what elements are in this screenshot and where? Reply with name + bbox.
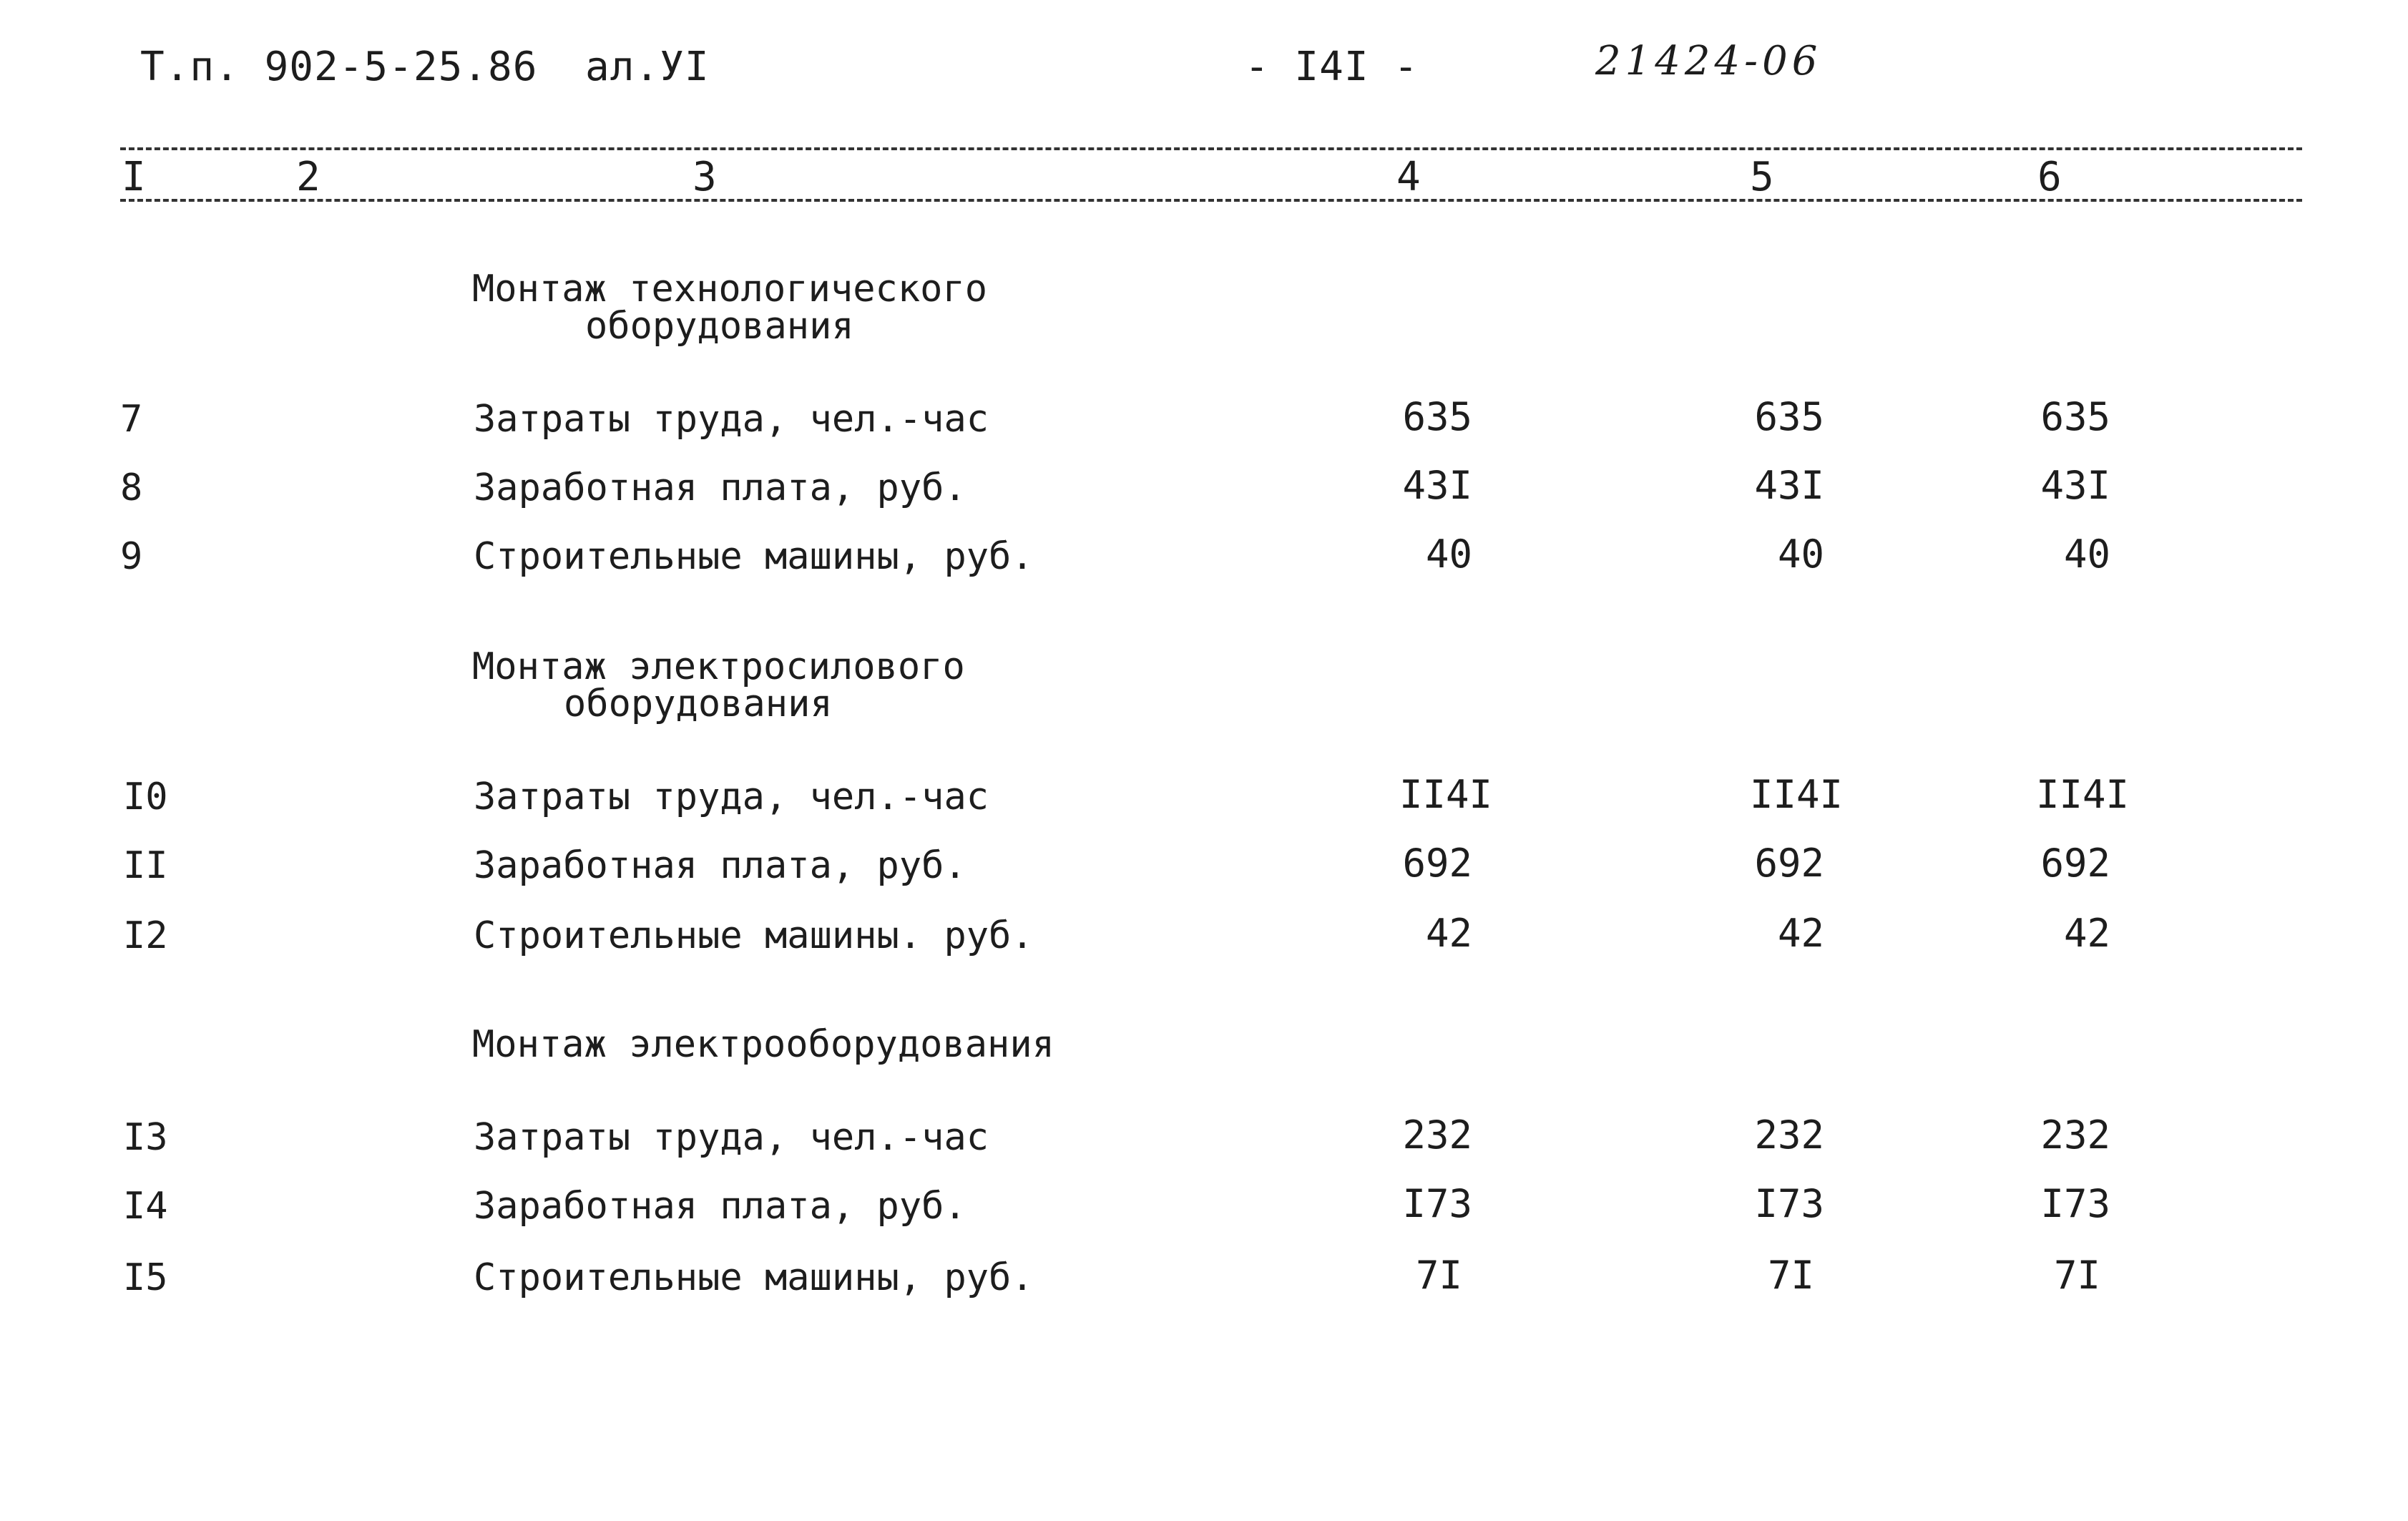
column-header-top-rule [120, 147, 2302, 150]
cell-value-col5: 7I [1767, 1253, 1814, 1298]
column-number-3: 3 [692, 154, 717, 200]
cell-value-col4: 40 [1425, 532, 1472, 577]
row-label: Строительные машины, руб. [474, 1256, 1034, 1299]
cell-value-col6: 692 [2040, 841, 2110, 886]
cell-value-col5: II4I [1749, 772, 1843, 817]
column-number-5: 5 [1750, 154, 1774, 200]
row-number: I4 [123, 1185, 168, 1228]
section-title: Монтаж электрооборудования [472, 1023, 1054, 1066]
row-label: Затраты труда, чел.-час [474, 398, 989, 441]
cell-value-col6: II4I [2035, 772, 2129, 817]
row-label: Заработная плата, руб. [474, 466, 966, 509]
cell-value-col4: 43I [1402, 463, 1472, 508]
column-number-6: 6 [2037, 154, 2062, 200]
row-label: Заработная плата, руб. [474, 1185, 966, 1228]
row-number: I2 [123, 914, 168, 957]
row-number: 7 [120, 398, 143, 441]
cell-value-col6: 635 [2040, 394, 2110, 439]
cell-value-col4: II4I [1399, 772, 1492, 817]
document-code: Т.п. 902-5-25.86 [140, 44, 538, 90]
cell-value-col6: I73 [2040, 1181, 2110, 1226]
cell-value-col5: 692 [1754, 841, 1824, 886]
cell-value-col4: I73 [1402, 1181, 1472, 1226]
row-label: Строительные машины, руб. [474, 535, 1034, 578]
column-header-bottom-rule [120, 199, 2302, 202]
row-number: I5 [123, 1256, 168, 1299]
cell-value-col5: 635 [1754, 394, 1824, 439]
cell-value-col5: 42 [1777, 911, 1824, 956]
handwritten-number: 21424-06 [1595, 38, 1822, 84]
cell-value-col6: 7I [2053, 1253, 2100, 1298]
row-number: II [123, 844, 168, 887]
section-title: Монтаж технологического [472, 268, 988, 310]
row-label: Затраты труда, чел.-час [474, 776, 989, 818]
row-number: 8 [120, 466, 143, 509]
cell-value-col4: 635 [1402, 394, 1472, 439]
row-label: Заработная плата, руб. [474, 844, 966, 887]
row-number: I3 [123, 1116, 168, 1159]
cell-value-col5: I73 [1754, 1181, 1824, 1226]
column-number-4: 4 [1396, 154, 1421, 200]
cell-value-col5: 40 [1777, 532, 1824, 577]
cell-value-col4: 692 [1402, 841, 1472, 886]
cell-value-col5: 232 [1754, 1112, 1824, 1158]
page-number: - I4I - [1245, 44, 1419, 90]
column-number-2: 2 [296, 154, 320, 200]
section-title-continued: оборудования [585, 305, 854, 348]
cell-value-col6: 232 [2040, 1112, 2110, 1158]
column-number-1: I [122, 154, 146, 200]
row-number: 9 [120, 535, 143, 578]
cell-value-col5: 43I [1754, 463, 1824, 508]
section-title-continued: оборудования [564, 683, 833, 725]
row-label: Затраты труда, чел.-час [474, 1116, 989, 1159]
album-label: ал.УI [585, 44, 710, 90]
section-title: Монтаж электросилового [472, 645, 965, 688]
cell-value-col4: 232 [1402, 1112, 1472, 1158]
cell-value-col6: 43I [2040, 463, 2110, 508]
row-number: I0 [123, 776, 168, 818]
cell-value-col4: 7I [1415, 1253, 1462, 1298]
row-label: Строительные машины. руб. [474, 914, 1034, 957]
cell-value-col6: 42 [2063, 911, 2110, 956]
cell-value-col4: 42 [1425, 911, 1472, 956]
cell-value-col6: 40 [2063, 532, 2110, 577]
